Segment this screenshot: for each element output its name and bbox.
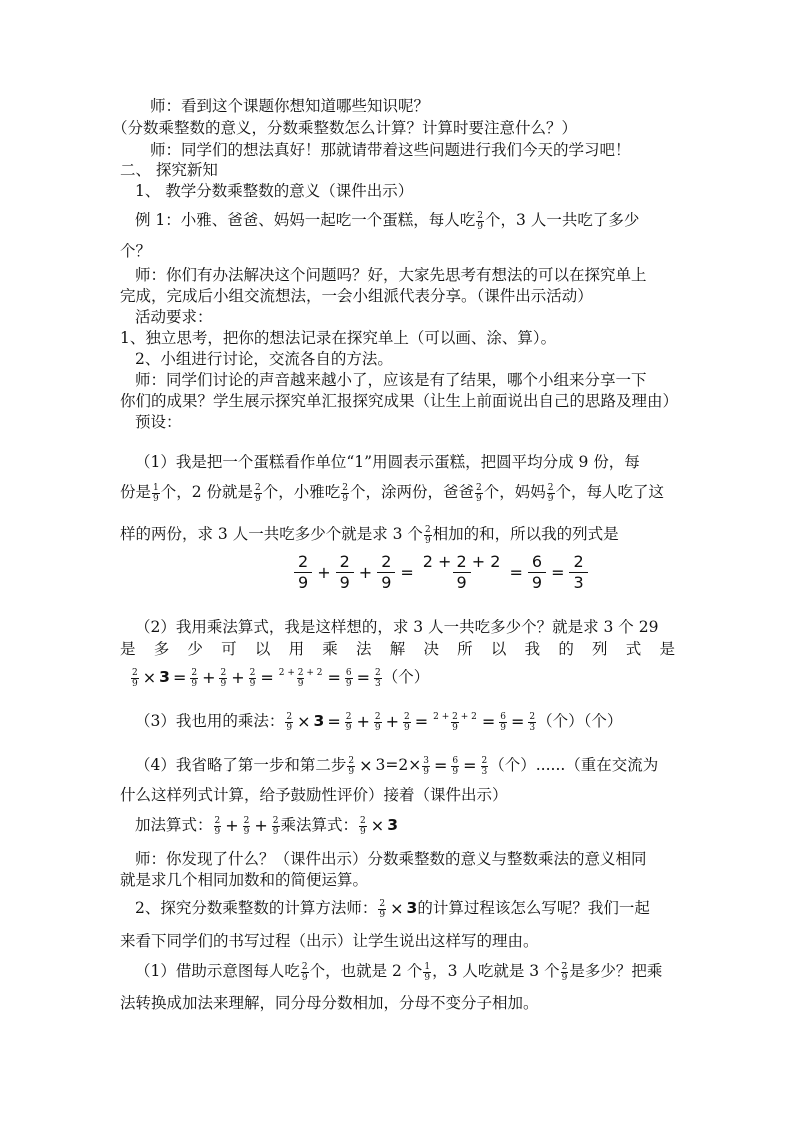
fraction	[249, 668, 257, 689]
plus-sign: +	[202, 668, 216, 687]
plus-sign: +	[225, 816, 239, 835]
equals-sign: =	[509, 562, 523, 582]
text-span: 个，也就是 2 个	[309, 962, 423, 980]
text-line: 师：你们有办法解决这个问题吗？好，大家先思考有想法的可以在探究单上	[135, 266, 647, 284]
denominator: 3	[481, 766, 488, 777]
denominator: 9	[477, 221, 484, 232]
denominator: 3	[569, 572, 587, 593]
denominator: 9	[476, 493, 482, 504]
numerator: 2 + 2 + 2	[433, 711, 477, 722]
equals-sign: =	[414, 712, 429, 731]
numerator: 2	[348, 755, 355, 766]
fraction	[423, 962, 431, 983]
fraction	[152, 483, 160, 504]
text-span: （3）我也用的乘法：	[135, 712, 285, 730]
text-span: 个，2 份就是	[160, 483, 254, 501]
fraction	[336, 552, 354, 593]
denominator: 9	[424, 535, 431, 546]
denominator: 9	[336, 572, 354, 593]
text-span: 的计算过程该怎么写呢？我们一起	[417, 899, 650, 917]
denominator: 9	[379, 909, 386, 920]
denominator: 9	[272, 826, 279, 837]
numerator: 2	[345, 711, 352, 722]
numerator: 2	[375, 667, 381, 678]
example-line	[135, 210, 639, 232]
denominator: 9	[153, 493, 159, 504]
equals-sign: =	[327, 668, 341, 687]
numerator: 2	[214, 815, 221, 826]
text-line: （分数乘整数的意义，分数乘整数怎么计算？计算时要注意什么？）	[112, 119, 578, 137]
text-line: 师：看到这个课题你想知道哪些知识呢？	[150, 97, 430, 115]
fraction	[294, 552, 312, 593]
fraction	[419, 552, 505, 593]
text-span: 2、探究分数乘整数的计算方法师：	[135, 899, 378, 917]
numerator: 2	[379, 898, 386, 909]
equals-sign: =	[400, 562, 414, 582]
numerator: 1	[424, 961, 431, 972]
denominator: 9	[286, 722, 293, 733]
denominator: 9	[255, 493, 261, 504]
denominator: 9	[547, 493, 554, 504]
numerator: 6	[500, 711, 506, 722]
denominator: 9	[249, 678, 256, 689]
equals-sign: =	[511, 712, 525, 731]
fraction	[374, 712, 382, 733]
denominator: 9	[132, 678, 138, 689]
denominator: 9	[374, 722, 381, 733]
text-span: （4）我省略了第一步和第二步	[135, 756, 347, 774]
denominator: 9	[297, 678, 304, 689]
fraction	[499, 712, 507, 733]
fraction	[341, 483, 349, 504]
numerator: 2	[298, 552, 309, 571]
equation-line	[135, 898, 650, 920]
denominator: 9	[500, 722, 506, 733]
numerator: 2	[404, 711, 410, 722]
text-span: 个，3 人一共吃了多少	[485, 211, 640, 229]
text-span: 个，妈妈	[483, 483, 546, 501]
numerator: 2	[339, 552, 350, 571]
text-span: 相加的和，所以我的列式是	[432, 525, 619, 543]
equals-sign: =	[260, 668, 274, 687]
denominator: 9	[561, 972, 568, 983]
numerator: 2	[301, 961, 308, 972]
fraction	[345, 668, 353, 689]
numerator: 2	[272, 815, 279, 826]
subsection-heading: 1、 教学分数乘整数的意义（课件出示）	[135, 182, 414, 200]
plus-sign: +	[356, 712, 370, 731]
numerator: 2	[132, 667, 138, 678]
numerator: 3	[423, 755, 429, 766]
numerator: 2	[477, 210, 484, 221]
text-line: 来看下同学们的书写过程（出示）让学生说出这样写的理由。	[120, 932, 539, 950]
fraction	[243, 816, 251, 837]
equation-line	[135, 755, 658, 777]
text-span: 例 1：小雅、爸爸、妈妈一起吃一个蛋糕，每人吃	[135, 211, 476, 229]
text-line: 活动要求：	[135, 308, 213, 326]
numerator: 2	[191, 667, 198, 678]
denominator: 9	[342, 493, 349, 504]
text-line: 师：同学们的想法真好！那就请带着这些问题进行我们今天的学习吧！	[150, 141, 631, 159]
text-span: （个）	[382, 668, 430, 686]
fraction	[378, 899, 386, 920]
text-line: 师：同学们讨论的声音越来越小了，应该是有了结果，哪个小组来分享一下	[135, 371, 647, 389]
number: 3	[313, 712, 325, 730]
fraction	[219, 668, 227, 689]
text-span: 是多少？把乘	[569, 962, 663, 980]
plus-sign: +	[317, 562, 331, 582]
text-line: 个？	[120, 242, 152, 260]
text-line-fractions	[120, 482, 664, 504]
display-equation	[292, 552, 590, 593]
text-line: 就是求几个相同加数和的简便运算。	[120, 871, 369, 889]
fraction	[345, 712, 353, 733]
denominator: 9	[452, 722, 458, 733]
number: 3	[406, 899, 418, 917]
text-line: 法转换成加法来理解，同分母分数相加，分母不变分子相加。	[120, 994, 539, 1012]
plus-sign: +	[385, 712, 399, 731]
denominator: 9	[348, 766, 355, 777]
text-span: 加法算式：	[135, 816, 213, 834]
fraction	[528, 712, 536, 733]
fraction	[403, 712, 411, 733]
numerator: 2 + 2 + 2	[422, 552, 501, 571]
fraction	[528, 552, 546, 593]
text-span: 乘法算式：	[280, 816, 359, 834]
fraction	[347, 756, 355, 777]
number: 3	[159, 668, 170, 686]
denominator: 9	[243, 826, 250, 837]
fraction	[374, 668, 382, 689]
numerator: 2	[547, 482, 554, 493]
fraction	[481, 756, 489, 777]
equals-sign: =	[172, 668, 187, 687]
denominator: 9	[294, 572, 312, 593]
denominator: 9	[220, 678, 227, 689]
fraction	[254, 483, 262, 504]
fraction	[561, 962, 569, 983]
numerator: 2	[255, 482, 261, 493]
text-span: ，3 人吃就是 3 个	[432, 962, 560, 980]
fraction	[214, 816, 222, 837]
fraction	[424, 525, 432, 546]
denominator: 9	[377, 572, 395, 593]
text-span: （个）（个）	[537, 712, 623, 730]
numerator: 2	[476, 482, 482, 493]
numerator: 6	[345, 667, 352, 678]
denominator: 9	[345, 678, 352, 689]
text-span: 样的两份，求 3 人一共吃多少个就是求 3 个	[120, 525, 423, 543]
denominator: 9	[423, 766, 429, 777]
numerator: 6	[531, 552, 543, 571]
list-item: 2、小组进行讨论，交流各自的方法。	[135, 350, 393, 368]
denominator: 9	[452, 766, 459, 777]
fraction	[476, 211, 484, 232]
denominator: 9	[424, 972, 431, 983]
times-sign: ×	[142, 668, 157, 687]
equation-line	[135, 711, 622, 733]
numerator: 2	[342, 482, 349, 493]
fraction	[475, 483, 483, 504]
text-span: （1）借助示意图每人吃	[135, 962, 300, 980]
denominator: 3	[375, 678, 381, 689]
numerator: 2	[529, 711, 536, 722]
denominator: 9	[191, 678, 198, 689]
numerator: 2	[243, 815, 250, 826]
text-span: 个，小雅吃	[262, 483, 341, 501]
equation-line	[135, 961, 662, 983]
fraction	[190, 668, 198, 689]
equals-sign: =	[327, 712, 341, 731]
text-line: 预设：	[135, 413, 182, 431]
times-sign: ×	[390, 899, 404, 918]
equals-sign: =	[551, 562, 565, 582]
text-line-fractions	[120, 524, 619, 546]
text-span: 个，每人吃了这	[555, 483, 665, 501]
equals-sign: =	[356, 668, 371, 687]
denominator: 9	[214, 826, 221, 837]
denominator: 9	[301, 972, 308, 983]
equals-sign: =	[481, 712, 496, 731]
times-sign: ×	[370, 816, 385, 835]
fraction	[547, 483, 555, 504]
section-heading: 二、 探究新知	[120, 161, 218, 179]
equation-line	[135, 815, 398, 837]
number: 3	[387, 816, 398, 834]
numerator: 1	[153, 482, 159, 493]
numerator: 6	[452, 755, 459, 766]
denominator: 9	[453, 572, 471, 593]
numerator: 2 + 2 + 2	[278, 667, 323, 678]
plus-sign: +	[358, 562, 373, 582]
times-sign: ×	[359, 756, 373, 775]
plus-sign: +	[231, 668, 245, 687]
numerator: 2	[481, 755, 488, 766]
fraction	[377, 552, 395, 593]
text-span: 个，涂两份，爸爸	[350, 483, 475, 501]
text-line-justified: 是 多 少 可 以 用 乘 法 解 决 所 以 我 的 列 式 是	[120, 640, 675, 658]
denominator: 9	[528, 572, 546, 593]
text-line: （2）我用乘法算式，我是这样想的，求 3 人一共吃多少个？就是求 3 个 29	[135, 618, 659, 636]
numerator: 2	[286, 711, 293, 722]
fraction	[359, 816, 367, 837]
numerator: 2	[249, 667, 256, 678]
numerator: 2	[424, 524, 431, 535]
text-line: （1）我是把一个蛋糕看作单位“1”用圆表示蛋糕，把圆平均分成 9 份，每	[135, 453, 640, 471]
denominator: 9	[404, 722, 410, 733]
numerator: 2	[573, 552, 584, 571]
fraction	[422, 756, 430, 777]
text-span: 份是	[120, 483, 152, 501]
text-line: 你们的成果？学生展示探究单汇报探究成果（让生上前面说出自己的思路及理由）	[120, 392, 679, 410]
numerator: 2	[220, 667, 227, 678]
fraction	[451, 756, 459, 777]
plus-sign: +	[254, 816, 268, 835]
numerator: 2	[360, 815, 366, 826]
equation-line	[130, 667, 429, 689]
fraction	[131, 668, 139, 689]
text-line: 什么这样列式计算，给予鼓励性评价）接着（课件出示）	[120, 786, 508, 804]
numerator: 2	[374, 711, 381, 722]
fraction	[285, 712, 293, 733]
text-span: （个）......（重在交流为	[489, 756, 659, 774]
denominator: 9	[345, 722, 352, 733]
list-item: 1、独立思考，把你的想法记录在探究单上（可以画、涂、算）。	[120, 329, 557, 347]
denominator: 9	[360, 826, 366, 837]
fraction	[432, 712, 478, 733]
denominator: 3	[529, 722, 536, 733]
text-line: 完成，完成后小组交流想法，一会小组派代表分享。（课件出示活动）	[120, 287, 593, 305]
fraction	[272, 816, 280, 837]
numerator: 2	[381, 552, 392, 571]
numerator: 2	[561, 961, 568, 972]
fraction	[278, 668, 324, 689]
text-span: 3=2×	[375, 756, 422, 774]
equals-sign: =	[463, 756, 477, 775]
times-sign: ×	[297, 712, 311, 731]
fraction	[569, 552, 587, 593]
fraction	[301, 962, 309, 983]
text-line: 师：你发现了什么？（课件出示）分数乘整数的意义与整数乘法的意义相同	[135, 850, 647, 868]
equals-sign: =	[433, 756, 448, 775]
